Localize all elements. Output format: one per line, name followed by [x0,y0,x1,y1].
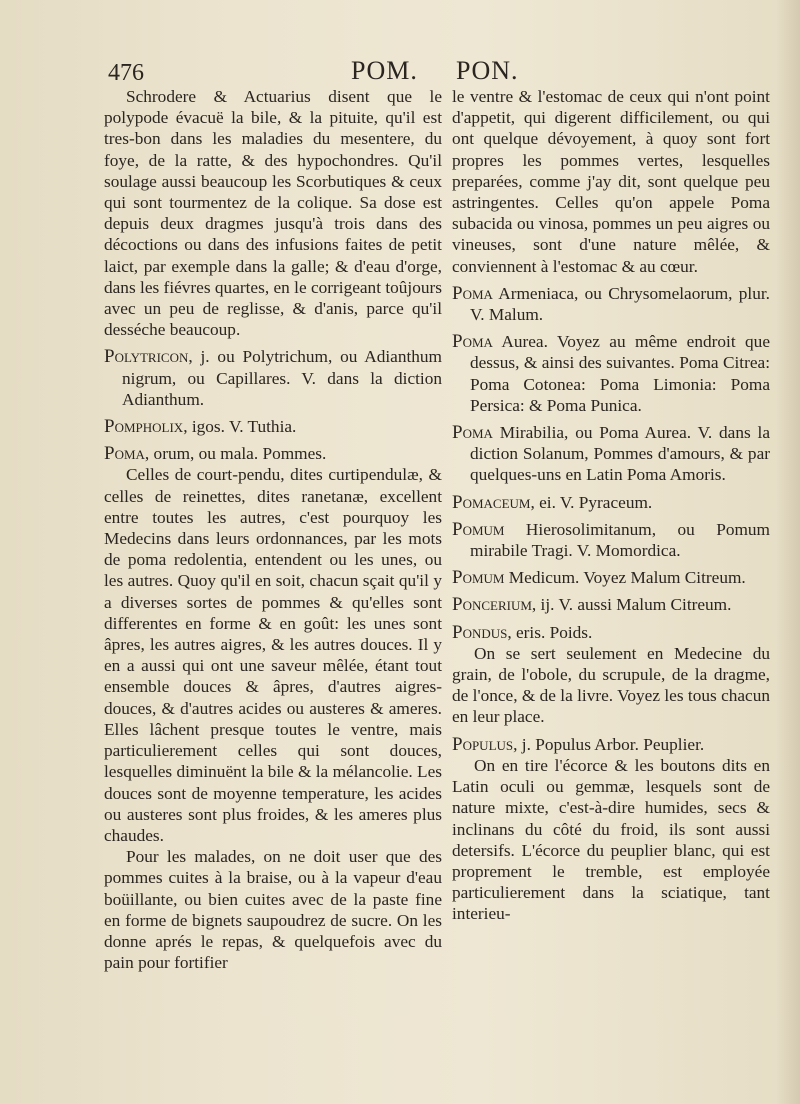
entry-pompholix: Pompholix, igos. V. Tuthia. [104,416,297,438]
estomac-paragraph: le ventre & l'estomac de ceux qui n'ont point d'appetit, qui digerent difficilement, ou qui ont quelque dévoyement, à quoy sont fort propres les pommes vertes, lesquelles preparées, comme j'ay dit, sont quelque peu astringentes. Celles qu'on appele Poma subacida ou vinosa, pommes un peu aigres ou vineuses, sont d'une nature mêlée, & conviennent à l'estomac & au cœur. [452,87,770,276]
pommes-paragraph: Celles de court-pendu, dites curtipendulæ, & celles de reinettes, dites ranetanæ, excellent entre toutes les autres, c'est pourquoy les Medecins dans leurs ordonnances, par les mots de poma redolentia, entendent ou les unes, ou les autres. Quoy qu'il en soit, chacun sçait qu'il y a diverses sortes de pommes & qu'elles sont differentes en forme & en goût: les unes sont âpres, les autres aigres, & les autres douces. Il y en a aussi qui ont une saveur mêlée, étant tout ensemble douces & âpres, d'autres aigres-douces, & d'autres acides ou austeres & ameres. Elles lâchent presque toutes le ventre, mais particulierement celles qui sont douces, lesquelles diminuënt la bile & la mélancolie. Les douces sont de moyenne temperature, les acides ou austeres sont plus froides, & les ameres plus chaudes. [104,465,442,845]
entry-poncerium: Poncerium, ij. V. aussi Malum Citreum. [452,594,732,616]
page-edge-shadow [776,0,800,1104]
page-header [108,56,788,90]
pondus-paragraph: On se sert seulement en Medecine du grain, de l'obole, du scrupule, de la dragme, de l'once, & de la livre. Voyez les tous chacun en leur place. [452,643,770,727]
entry-poma: Poma, orum, ou mala. Pommes. [104,443,327,465]
entry-poma-aurea: Poma Aurea. Voyez au même endroit que dessus, & ainsi des suivantes. Poma Citrea: Poma Cotonea: Poma Limonia: Poma Persica: & Poma Punica. [452,331,770,415]
left-column [104,86,442,973]
entry-poma-armeniaca: Poma Armeniaca, ou Chrysomelaorum, plur. V. Malum. [452,282,770,325]
running-head-right: PON. [456,56,519,85]
entry-pomum-medicum: Pomum Medicum. Voyez Malum Citreum. [452,567,746,589]
entry-pondus: Pondus, eris. Poids. [452,621,593,643]
entry-populus: Populus, j. Populus Arbor. Peuplier. [452,733,705,755]
page-number: 476 [108,60,144,86]
entry-poma-mirabilia: Poma Mirabilia, ou Poma Aurea. V. dans la diction Solanum, Pommes d'amours, & par quelques-uns en Latin Poma Amoris. [452,422,770,485]
populus-paragraph: On en tire l'écorce & les boutons dits en Latin oculi ou gemmæ, lesquels sont de nature mixte, c'est-à-dire humides, secs & inclinans du côté du froid, ils sont aussi detersifs. L'écorce du peuplier blanc, qui est proprement le tremble, est employée particulierement dans la sciatique, tant interieu- [452,755,770,924]
malades-paragraph: Pour les malades, on ne doit user que des pommes cuites à la braise, ou à la vapeur d'eau boüillante, ou bien cuites avec de la paste fine en forme de bignets saupoudrez de sucre. On les donne aprés le repas, & quelquefois avec du pain pour fortifier [104,847,442,973]
right-column [452,86,770,925]
running-head-left: POM. [351,56,418,85]
entry-pomaceum: Pomaceum, ei. V. Pyraceum. [452,491,653,513]
entry-polytricon: Polytricon, j. ou Polytrichum, ou Adianthum nigrum, ou Capillares. V. dans la diction Adianthum. [104,346,442,409]
polypode-paragraph: Schrodere & Actuarius disent que le polypode évacuë la bile, & la pituite, qu'il est tres-bon dans les maladies du mesentere, du foye, de la ratte, & des hypochondres. Qu'il soulage aussi beaucoup les Scorbutiques & ceux qui sont tourmentez de la colique. Sa dose est depuis deux dragmes jusqu'à trois dans des décoctions ou dans des infusions faites de petit laict, par exemple dans la galle; & d'eau d'orge, dans les fiévres quartes, en le corrigeant toûjours avec un peu de reglisse, & d'anis, parce qu'il desséche beaucoup. [104,87,442,340]
entry-pomum-hierosolimitanum: Pomum Hierosolimitanum, ou Pomum mirabile Tragi. V. Momordica. [452,518,770,561]
